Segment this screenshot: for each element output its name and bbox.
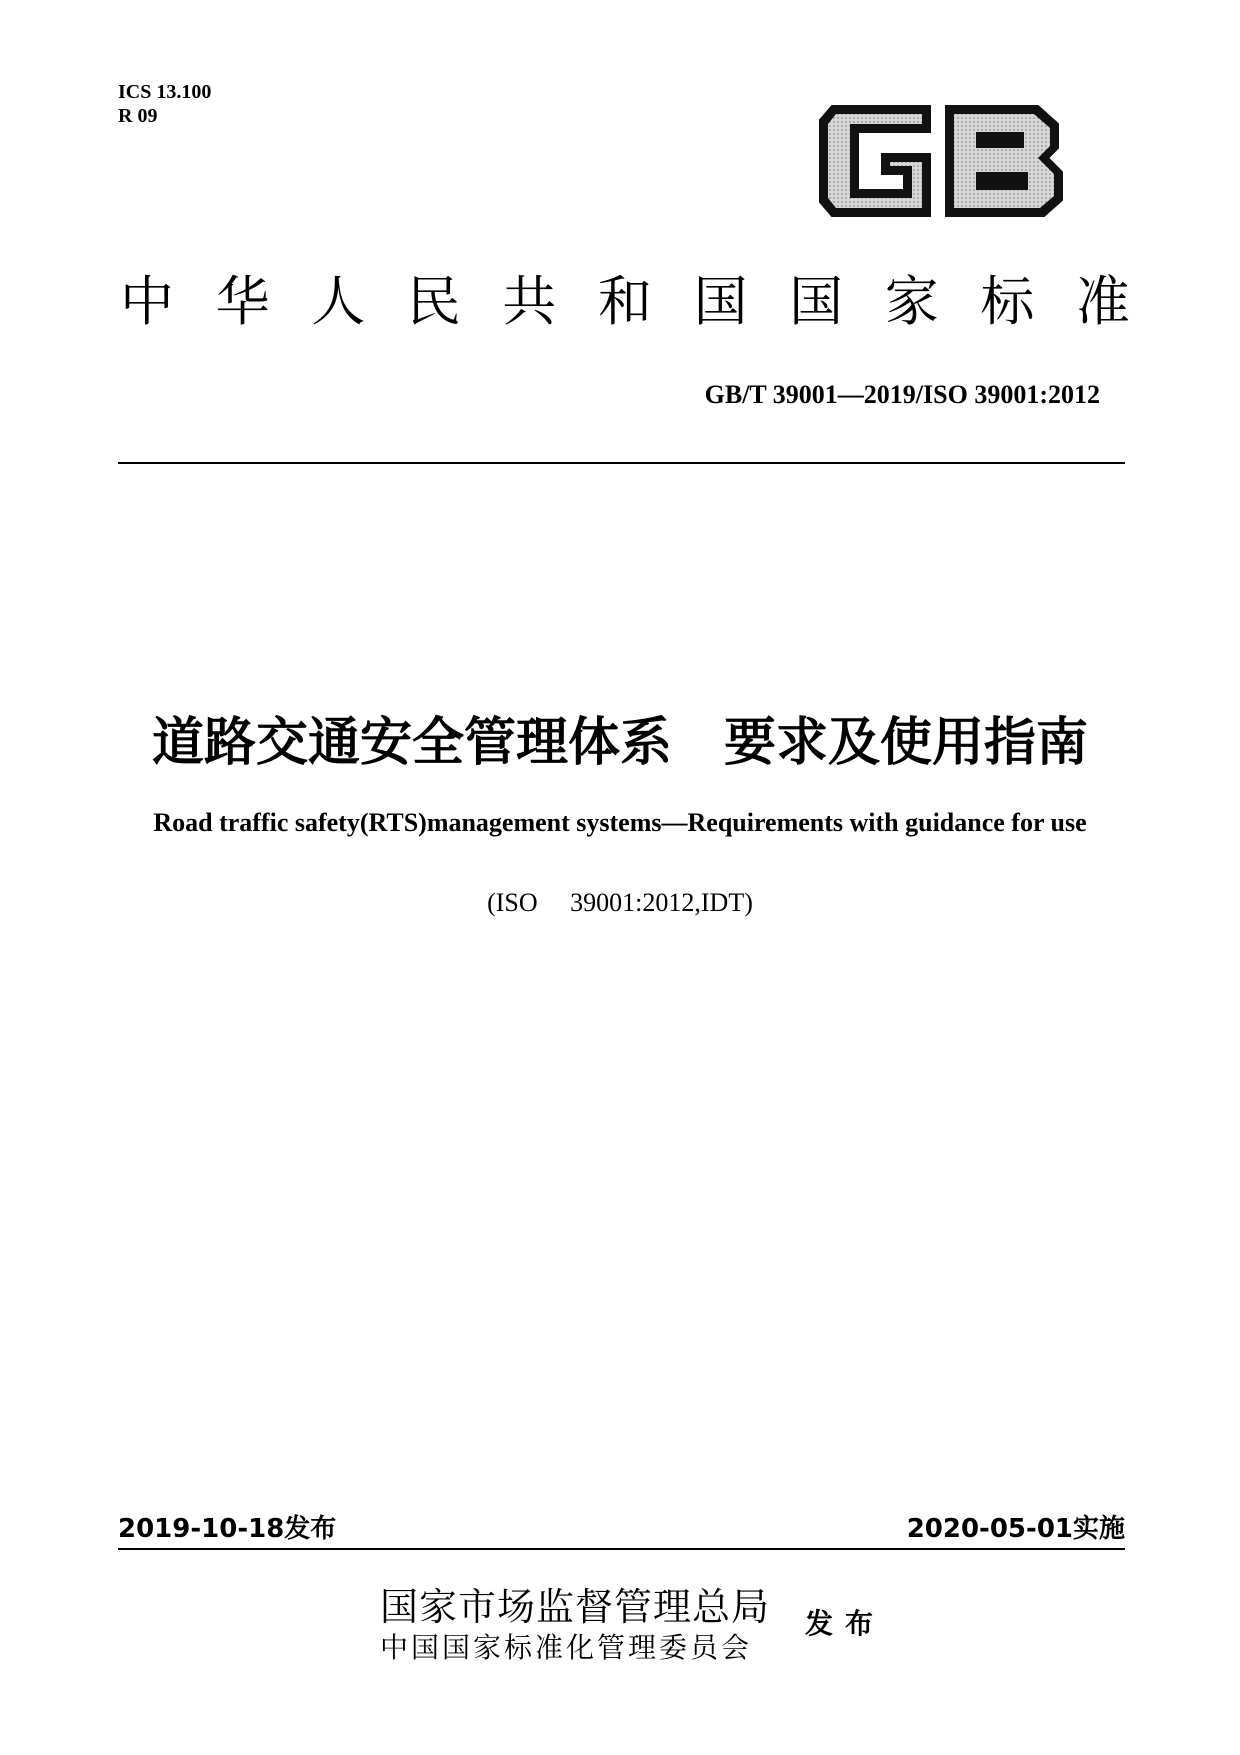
- iso-reference: (ISO 39001:2012,IDT): [487, 888, 753, 917]
- document-title-chinese: 道路交通安全管理体系 要求及使用指南: [151, 713, 1088, 773]
- publish-label: 发布: [805, 1607, 886, 1640]
- national-standard-title: [120, 262, 1130, 332]
- title-char: 国: [693, 269, 748, 333]
- top-divider: [118, 462, 1125, 464]
- ics-classification: [118, 80, 211, 128]
- title-char: 共: [502, 269, 557, 333]
- standard-number: GB/T 39001—2019/ISO 39001:2012: [704, 380, 1100, 409]
- publisher-samr: 国家市场监督管理总局: [380, 1585, 771, 1629]
- title-char: 民: [406, 269, 461, 333]
- issue-date: 2019-10-18发布: [118, 1514, 337, 1544]
- title-char: 和: [597, 269, 652, 333]
- gb-logo-icon: [812, 96, 1072, 226]
- publisher-sac: 中国国家标准化管理委员会: [380, 1631, 753, 1664]
- implementation-date: 2020-05-01实施: [906, 1514, 1125, 1544]
- title-char: 准: [1075, 269, 1130, 333]
- title-char: 家: [884, 269, 939, 333]
- title-char: 中: [120, 269, 174, 333]
- ics-code: ICS 13.100: [118, 81, 212, 103]
- title-char: 国: [789, 269, 844, 333]
- title-char: 华: [215, 269, 270, 333]
- ccs-code: R 09: [118, 105, 158, 127]
- bottom-divider: [118, 1548, 1125, 1550]
- title-char: 人: [311, 269, 366, 333]
- title-char: 标: [980, 269, 1035, 333]
- document-title-english: Road traffic safety(RTS)management systems—Requirements with guidance for use: [153, 808, 1087, 837]
